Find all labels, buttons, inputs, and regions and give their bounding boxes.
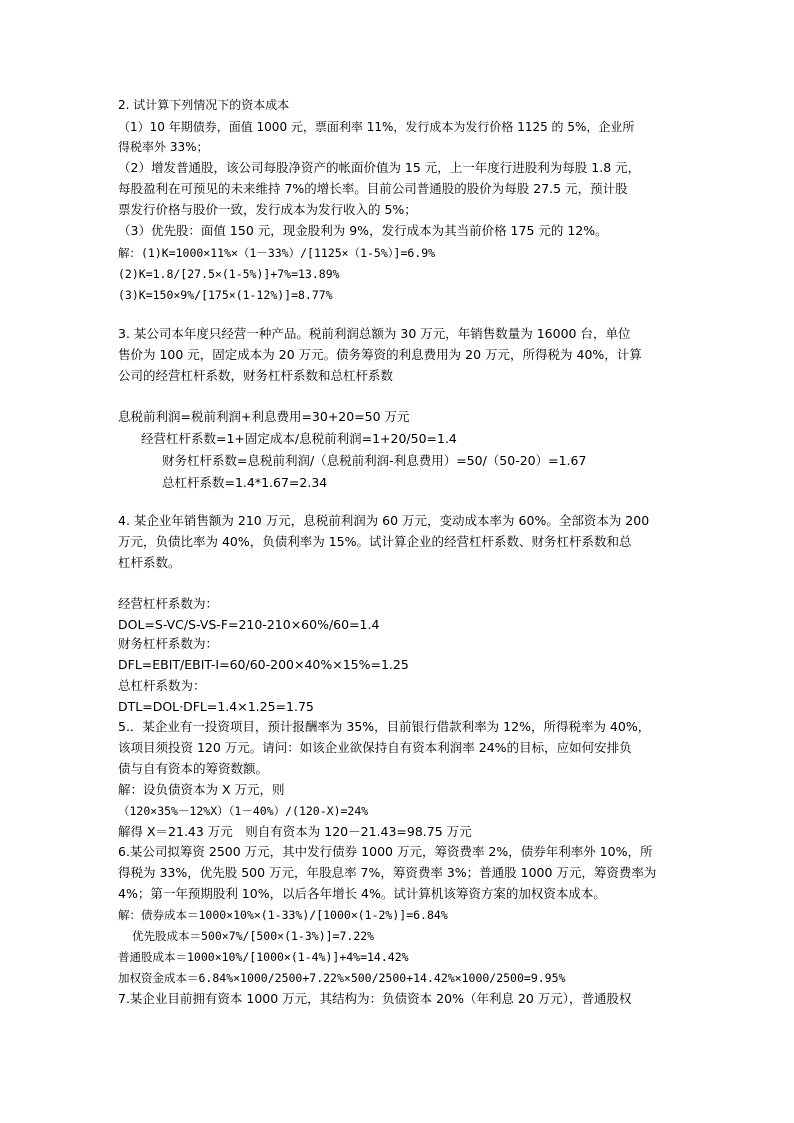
text-line: 债与自有资本的筹资数额。 [118,761,269,776]
text-line: DTL=DOL·DFL=1.4×1.25=1.75 [118,699,314,714]
text-line: 4%；第一年预期股利 10%，以后各年增长 4%。试计算机该筹资方案的加权资本成本。 [118,886,606,901]
text-line: （3）优先股：面值 150 元，现金股利为 9%，发行成本为其当前价格 175 元的 12%。 [118,223,608,238]
formula-line: 解：(1)K=1000×11%×（1－33%）/[1125×（1-5%）]=6.9% [118,246,436,260]
text-line: 该项目须投资 120 万元。请问：如该企业欲保持自有资本利润率 24%的目标，应如何安排负 [118,740,632,755]
formula-line: 加权资金成本＝6.84%×1000/2500+7.22%×500/2500+14.42%×1000/2500=9.95% [118,971,566,985]
text-line: DOL=S-VC/S-VS-F=210-210×60%/60=1.4 [118,617,380,632]
text-line: 得税率外 33%； [118,140,209,154]
text-line: 总杠杆系数=1.4*1.67=2.34 [162,475,328,490]
text-line: 杠杆系数。 [118,555,181,570]
text-line: （2）增发普通股，该公司每股净资产的帐面价值为 15 元，上一年度行进股利为每股 1.8 元， [118,160,641,175]
text-line: 总杠杆系数为： [118,678,206,693]
question-2-title: 2. 试计算下列情况下的资本成本 [118,98,290,112]
text-line: 息税前利润=税前利润+利息费用=30+20=50 万元 [118,409,410,424]
formula-line: (2)K=1.8/[27.5×(1-5%)]+7%=13.89% [118,267,340,281]
formula-line: (3)K=150×9%/[175×(1-12%)]=8.77% [118,288,333,302]
text-line: 经营杠杆系数为： [118,596,219,611]
text-line: 公司的经营杠杆系数，财务杠杆系数和总杠杆系数 [118,368,394,383]
text-line: 财务杠杆系数=息税前利润/（息税前利润-利息费用）=50/（50-20）=1.67 [162,453,587,468]
formula-line: 优先股成本＝500×7%/[500×(1-3%)]=7.22% [132,929,375,943]
text-line: DFL=EBIT/EBIT-I=60/60-200×40%×15%=1.25 [118,657,409,672]
text-line: 经营杠杆系数=1+固定成本/息税前利润=1+20/50=1.4 [141,431,457,446]
text-line: 万元，负债比率为 40%，负债利率为 15%。试计算企业的经营杠杆系数、财务杠杆系数和总 [118,534,632,549]
question-5-title: 5.．某企业有一投资项目，预计报酬率为 35%，目前银行借款利率为 12%，所得税率为 40%， [118,719,651,734]
text-line: 解得 X＝21.43 万元 则自有资本为 120－21.43=98.75 万元 [118,824,472,839]
formula-line: 解：债券成本＝1000×10%×(1-33%)/[1000×(1-2%)]=6.84% [118,908,448,922]
text-line: 票发行价格与股价一致，发行成本为发行收入的 5%； [118,202,417,217]
question-3-title: 3. 某公司本年度只经营一种产品。税前利润总额为 30 万元，年销售数量为 16000 台，单位 [118,326,631,341]
formula-line: （120×35%－12%X）（1－40%）/(120-X)=24% [118,804,369,818]
question-7-title: 7.某企业目前拥有资本 1000 万元，其结构为：负债资本 20%（年利息 20 万元），普通股权 [118,991,632,1006]
text-line: （1）10 年期债券，面值 1000 元，票面利率 11%，发行成本为发行价格 1125 的 5%，企业所 [118,120,635,134]
formula-line: 普通股成本＝1000×10%/[1000×(1-4%)]+4%=14.42% [118,950,409,964]
text-line: 售价为 100 元，固定成本为 20 万元。债务筹资的利息费用为 20 万元，所得税为 40%，计算 [118,347,642,362]
question-6-title: 6.某公司拟筹资 2500 万元，其中发行债券 1000 万元，筹资费率 2%，债券年利率外 10%，所 [118,844,653,859]
text-line: 财务杠杆系数为： [118,636,219,651]
text-line: 每股盈利在可预见的未来维持 7%的增长率。目前公司普通股的股价为每股 27.5 元，预计股 [118,181,628,196]
text-line: 解：设负债资本为 X 万元，则 [118,782,285,797]
question-4-title: 4. 某企业年销售额为 210 万元，息税前利润为 60 万元，变动成本率为 60%。全部资本为 200 [118,513,650,528]
text-line: 得税为 33%，优先股 500 万元，年股息率 7%，筹资费率 3%；普通股 1000 万元，筹资费率为 [118,865,657,880]
